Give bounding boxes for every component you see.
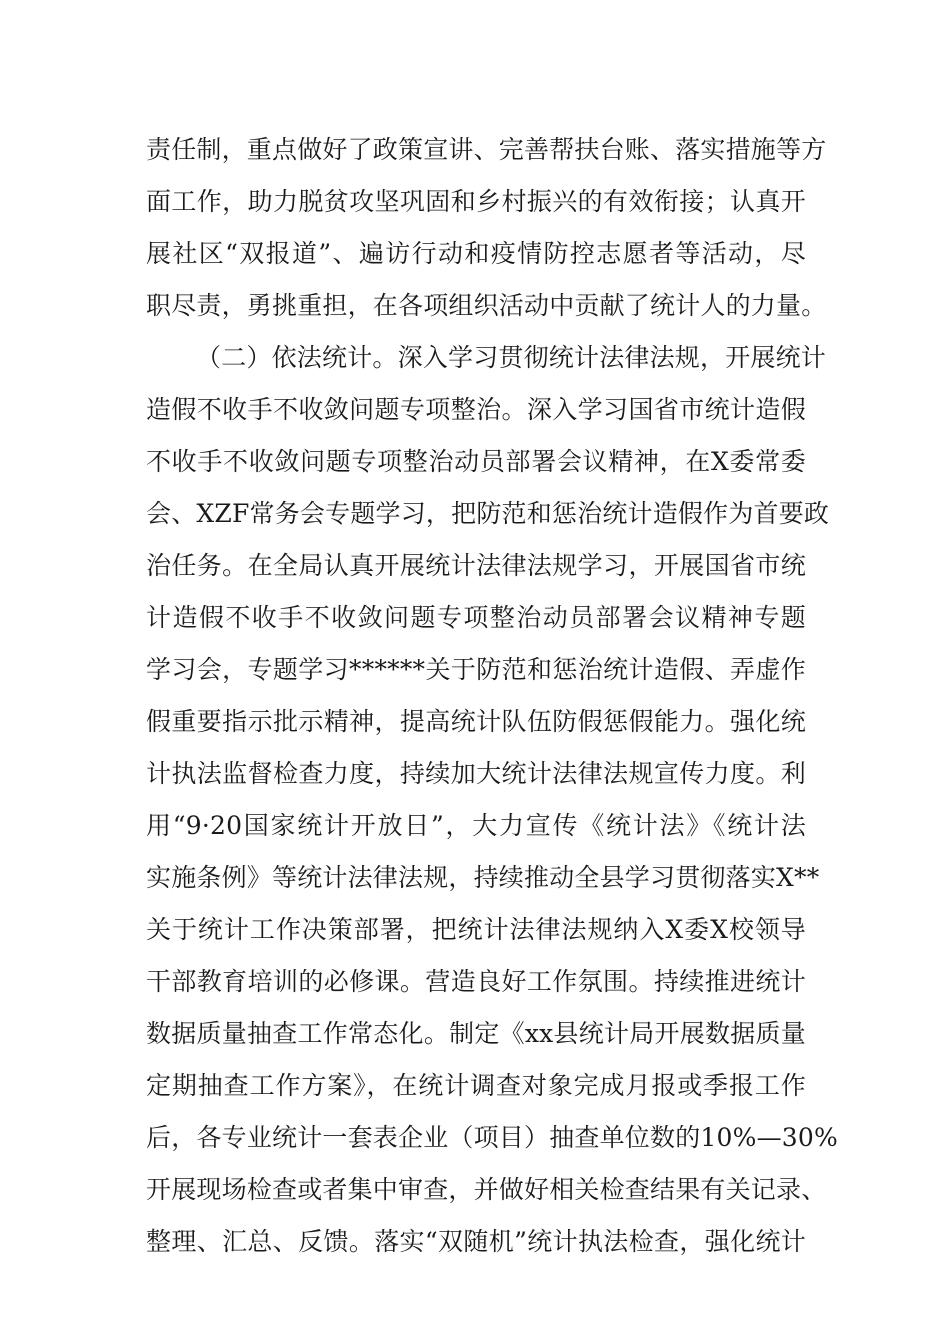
text-line: 计造假不收手不收敛问题专项整治动员部署会议精神专题 [146,603,806,632]
text-line: 展社区“双报道”、遍访行动和疫情防控志愿者等活动，尽 [146,239,806,268]
text-line: 数据质量抽查工作常态化。制定《xx县统计局开展数据质量 [146,1019,806,1048]
text-line: 学习会，专题学习******关于防范和惩治统计造假、弄虚作 [146,655,806,684]
text-line: 假重要指示批示精神，提高统计队伍防假惩假能力。强化统 [146,707,806,736]
text-line: 不收手不收敛问题专项整治动员部署会议精神，在X委常委 [146,447,806,476]
text-line: 职尽责，勇挑重担，在各项组织活动中贡献了统计人的力量。 [146,291,827,320]
text-line: 关于统计工作决策部署，把统计法律法规纳入X委X校领导 [146,915,806,944]
text-line: 整理、汇总、反馈。落实“双随机”统计执法检查，强化统计 [146,1227,806,1256]
text-line: 责任制，重点做好了政策宣讲、完善帮扶台账、落实措施等方 [146,135,827,164]
text-line: 治任务。在全局认真开展统计法律法规学习，开展国省市统 [146,551,806,580]
text-line: 干部教育培训的必修课。营造良好工作氛围。持续推进统计 [146,967,806,996]
text-line: 面工作，助力脱贫攻坚巩固和乡村振兴的有效衔接；认真开 [146,187,806,216]
text-line: 开展现场检查或者集中审查，并做好相关检查结果有关记录、 [146,1175,827,1204]
text-line: 实施条例》等统计法律法规，持续推动全县学习贯彻落实X** [146,863,820,892]
section-heading-line: （二）依法统计。深入学习贯彻统计法律法规，开展统计 [196,343,827,372]
text-line: 计执法监督检查力度，持续加大统计法律法规宣传力度。利 [146,759,806,788]
text-line: 定期抽查工作方案》，在统计调查对象完成月报或季报工作 [146,1071,806,1100]
text-line: 造假不收手不收敛问题专项整治。深入学习国省市统计造假 [146,395,806,424]
text-line: 后，各专业统计一套表企业（项目）抽查单位数的10%—30% [146,1123,838,1152]
text-line: 会、XZF常务会专题学习，把防范和惩治统计造假作为首要政 [146,499,830,528]
text-line: 用“9·20国家统计开放日”，大力宣传《统计法》《统计法 [146,811,806,840]
